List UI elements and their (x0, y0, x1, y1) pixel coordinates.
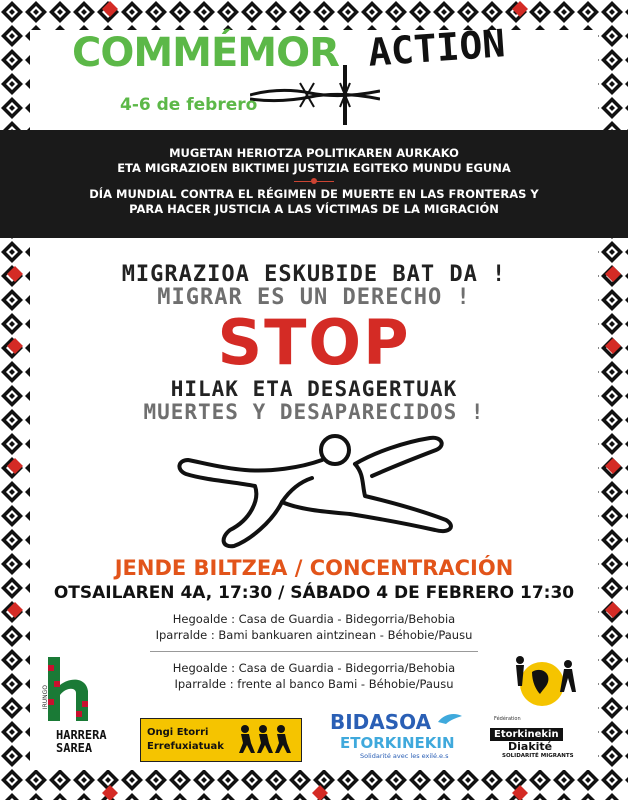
harrera-small-label: IRUNGO (42, 685, 49, 710)
etork-line1: Etorkinekin (490, 728, 563, 741)
bidasoa-label: BIDASOA (330, 710, 432, 734)
harrera-line2: SAREA (56, 741, 93, 755)
running-figures-icon (233, 723, 293, 757)
locations-basque (0, 611, 628, 643)
location-line: Hegoalde : Casa de Guardia - Bidegorria/Behobia (172, 661, 456, 675)
separator-line (150, 651, 478, 652)
ongi-line2: Errefuxiatuak (147, 741, 224, 752)
banner-divider (294, 181, 334, 182)
slogan-basque-migration: MIGRAZIOA ESKUBIDE BAT DA ! (121, 262, 507, 287)
harrera-line1: HARRERA (56, 728, 107, 742)
slogan-spanish-dead: MUERTES Y DESAPARECIDOS ! (143, 400, 485, 424)
location-line: Hegoalde : Casa de Guardia - Bidegorria/Behobia (172, 612, 456, 626)
slogan-basque-dead: HILAK ETA DESAGERTUAK (170, 377, 458, 401)
banner-spanish-line2: PARA HACER JUSTICIA A LAS VÍCTIMAS DE LA MIGRACIÓN (129, 202, 499, 216)
bidasoa-etorkinekin-logo (330, 710, 470, 760)
title-banner (0, 130, 628, 238)
bidasoa-tagline: Solidarité avec les exilé.e.s (360, 752, 449, 760)
event-datetime: OTSAILAREN 4A, 17:30 / SÁBADO 4 DE FEBRERO 17:30 (53, 583, 575, 603)
etork-small-label: Fédération (494, 716, 521, 722)
banner-spanish-line1: DÍA MUNDIAL CONTRA EL RÉGIMEN DE MUERTE EN LAS FRONTERAS Y (89, 187, 539, 201)
event-dates: 4-6 de febrero (120, 95, 258, 115)
banner-basque-line1: MUGETAN HERIOTZA POLITIKAREN AURKAKO (169, 146, 459, 160)
ongi-line1: Ongi Etorri (147, 727, 209, 738)
commemor-title: COMMÉMOR (72, 30, 339, 76)
harrera-sarea-logo (42, 655, 112, 755)
barbed-wire-icon (250, 65, 380, 125)
slogan-spanish-migration: MIGRAR ES UN DERECHO ! (157, 285, 471, 310)
location-line: Iparralde : Bami bankuaren aintzinean - Béhobie/Pausu (155, 628, 473, 642)
location-line: Iparralde : frente al banco Bami - Béhobie/Pausu (174, 677, 454, 691)
harrera-h-icon (42, 655, 98, 725)
globe-figures-icon (500, 652, 590, 712)
body-outline-icon (150, 430, 480, 555)
event-title: JENDE BILTZEA / CONCENTRACIÓN (114, 556, 514, 580)
etorkinekin-diakite-logo (490, 652, 600, 759)
banner-basque-line2: ETA MIGRAZIOEN BIKTIMEI JUSTIZIA EGITEKO MUNDU EGUNA (117, 161, 511, 175)
ongi-etorri-logo (140, 718, 302, 762)
etork-line2: Diakité (508, 740, 553, 753)
stop-heading: STOP (217, 306, 411, 379)
bird-icon (436, 710, 464, 728)
action-title: ACTION (366, 21, 507, 75)
etork-tagline: SOLIDARITÉ MIGRANTS (502, 753, 574, 759)
etorkinekin-label: ETORKINEKIN (340, 734, 455, 752)
